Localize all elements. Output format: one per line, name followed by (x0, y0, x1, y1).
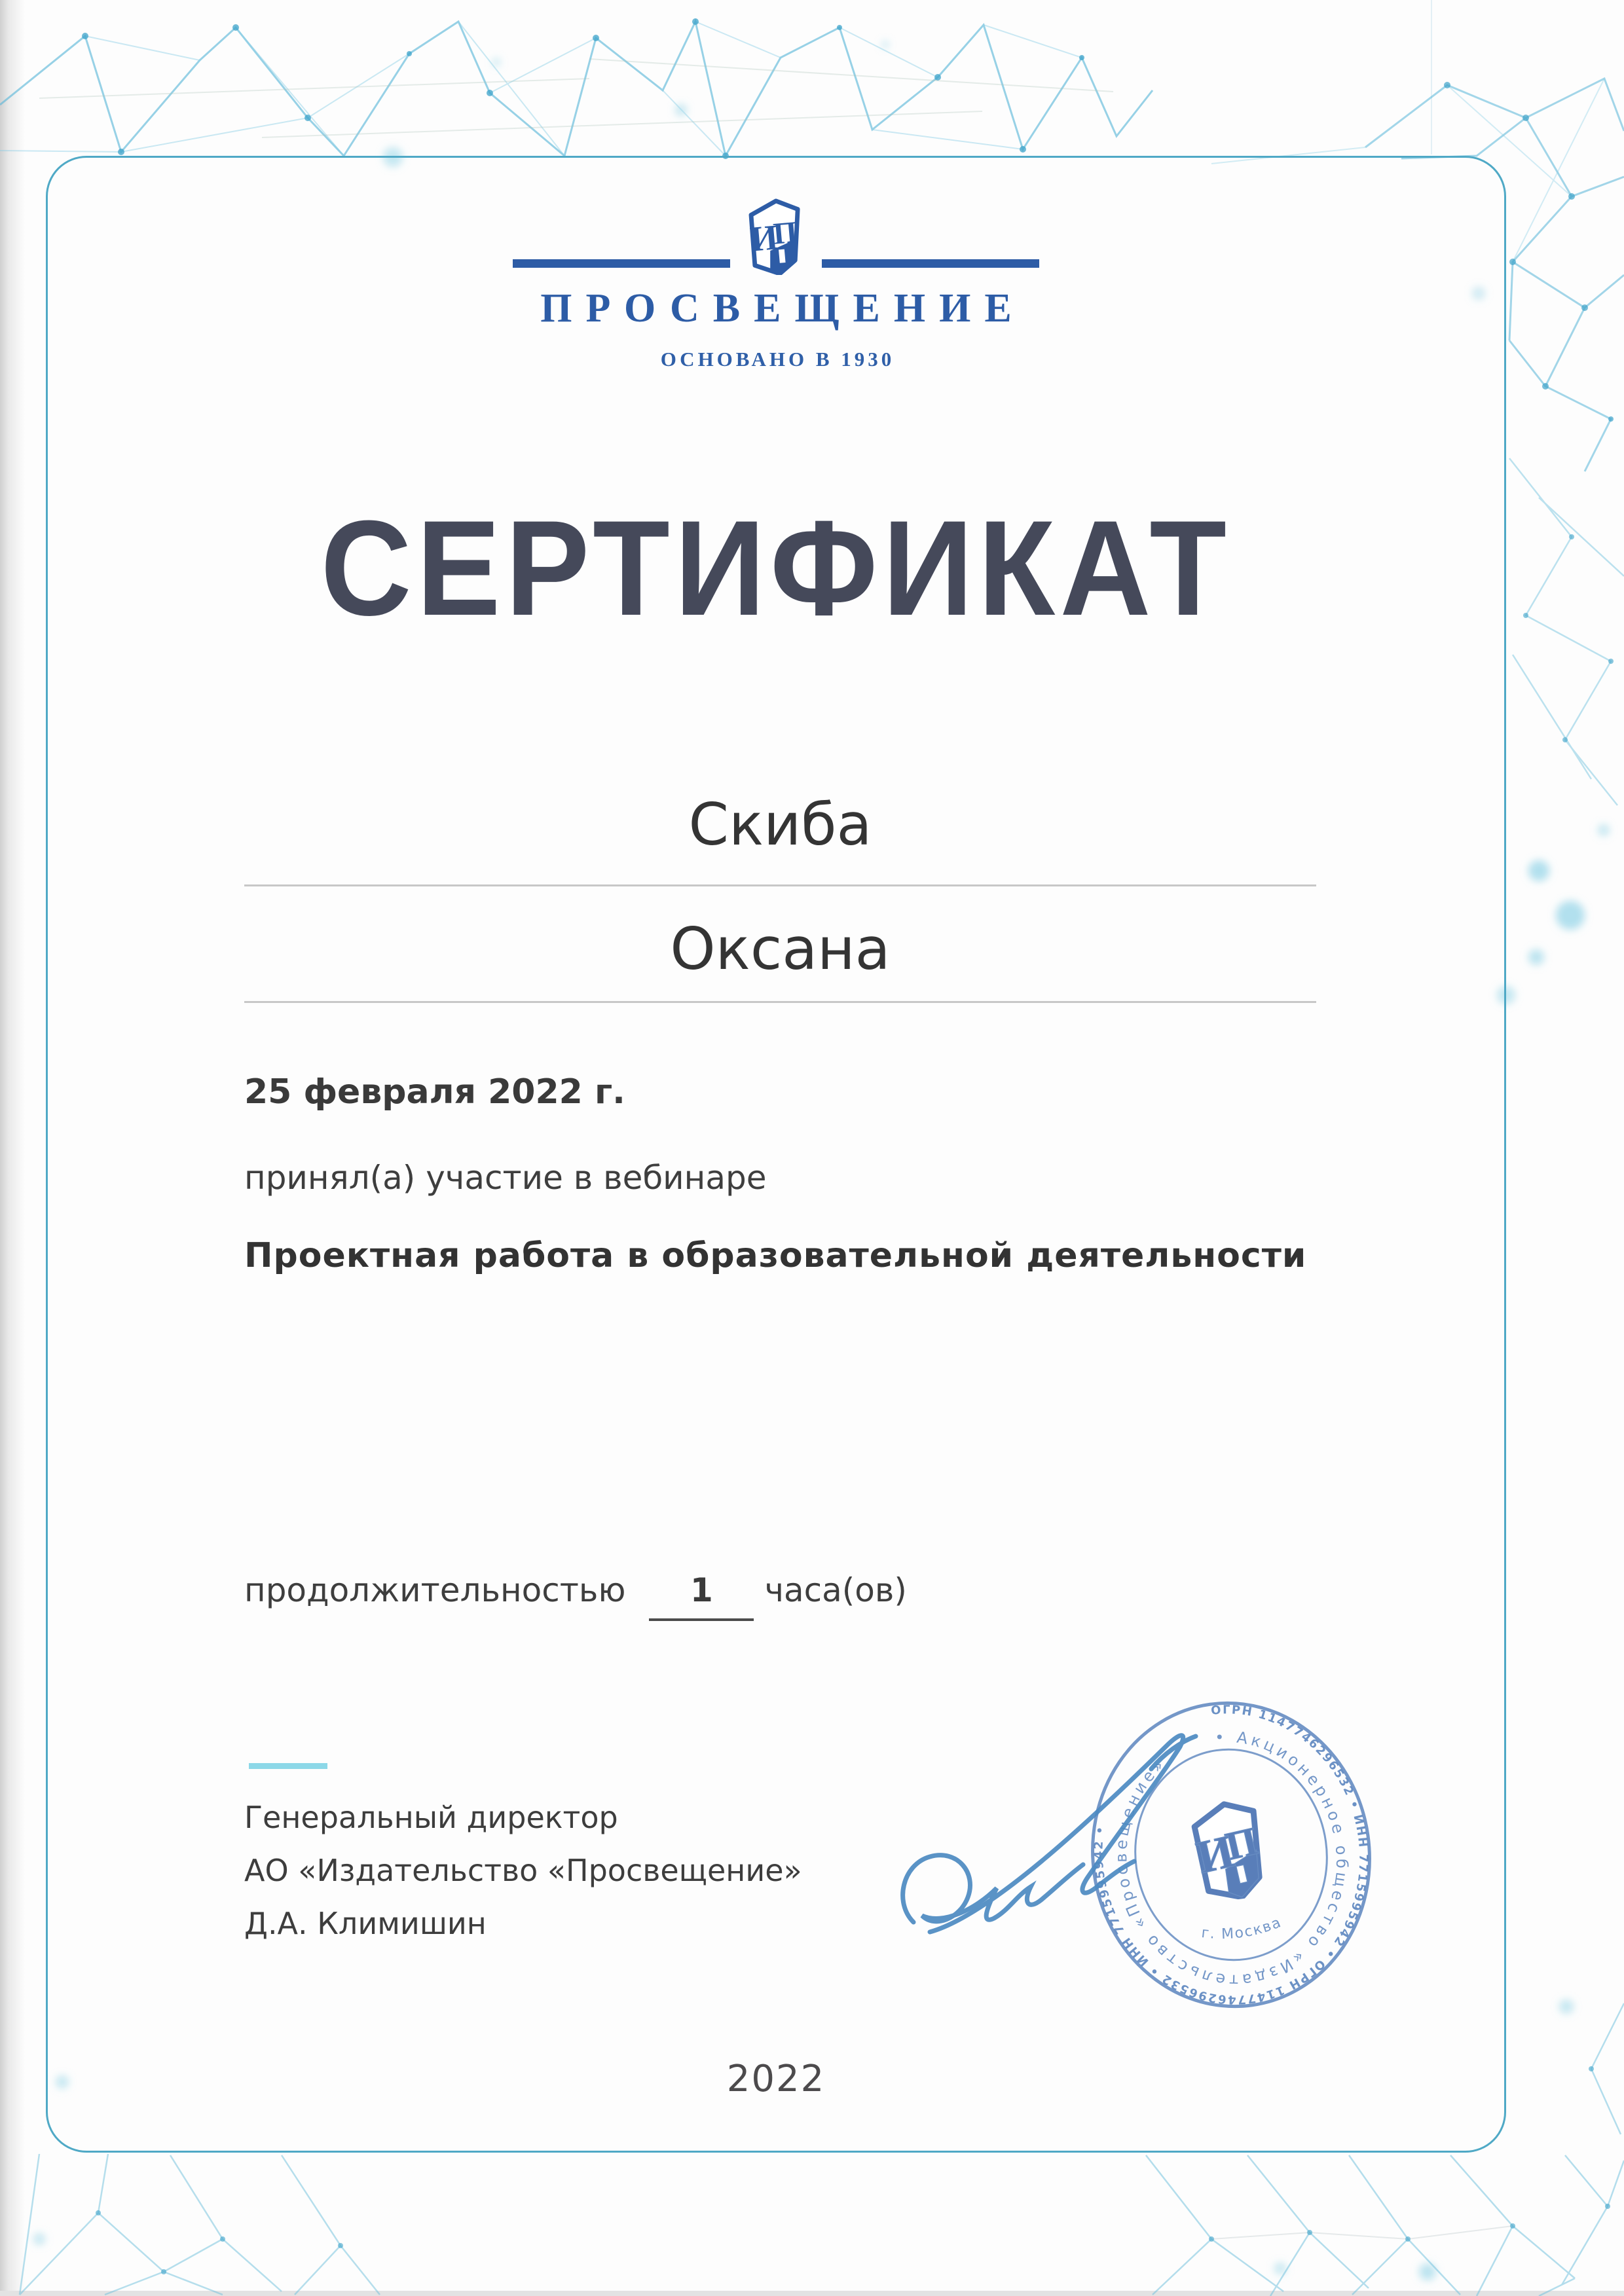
recipient-last-name: Скиба (688, 791, 872, 858)
mesh-bottom-left (20, 2154, 380, 2295)
director-signature (891, 1706, 1205, 1968)
duration-label: продолжительностью (244, 1571, 626, 1609)
stamp-ring-name: • Акционерное общество «Издательство «Просвещение» (1112, 1728, 1352, 1990)
stamp-city: г. Москва (1200, 1914, 1285, 1943)
signatory-block (244, 1791, 802, 1950)
certificate-title: СЕРТИФИКАТ (320, 492, 1232, 644)
publisher-logo-emblem (747, 198, 805, 275)
duration-value: 1 (649, 1571, 754, 1621)
recipient-first-name: Оксана (670, 915, 891, 983)
logo-bar-right (822, 259, 1039, 268)
logo-bar-left (513, 259, 730, 268)
svg-text:г. Москва (1198, 1914, 1285, 1947)
stamp-ring-numbers: ОГРН 1147746296532 • ИНН 7715995942 • ОГРН 1147746296532 • ИНН 7715995942 • (1092, 1703, 1371, 2007)
publisher-wordmark: ПРОСВЕЩЕНИЕ (540, 286, 1025, 331)
publisher-tagline: ОСНОВАНО В 1930 (660, 348, 895, 371)
duration-row (244, 1571, 907, 1621)
name-underline-2 (244, 1001, 1316, 1003)
webinar-title: Проектная работа в образовательной деятельности (244, 1236, 1307, 1275)
participation-text: принял(а) участие в вебинаре (244, 1159, 767, 1197)
accent-dash (249, 1763, 327, 1769)
name-underline-1 (244, 884, 1316, 886)
mesh-top-band (0, 22, 1153, 156)
certificate-content (46, 156, 1506, 2153)
event-date: 25 февраля 2022 г. (244, 1072, 625, 1112)
year-label: 2022 (726, 2058, 826, 2100)
duration-unit: часа(ов) (764, 1571, 907, 1609)
signatory-name: Д.А. Климишин (244, 1906, 487, 1941)
signatory-position: Генеральный директор (244, 1800, 618, 1835)
mesh-right-middle (1509, 458, 1624, 805)
signatory-organization: АО «Издательство «Просвещение» (244, 1853, 802, 1888)
